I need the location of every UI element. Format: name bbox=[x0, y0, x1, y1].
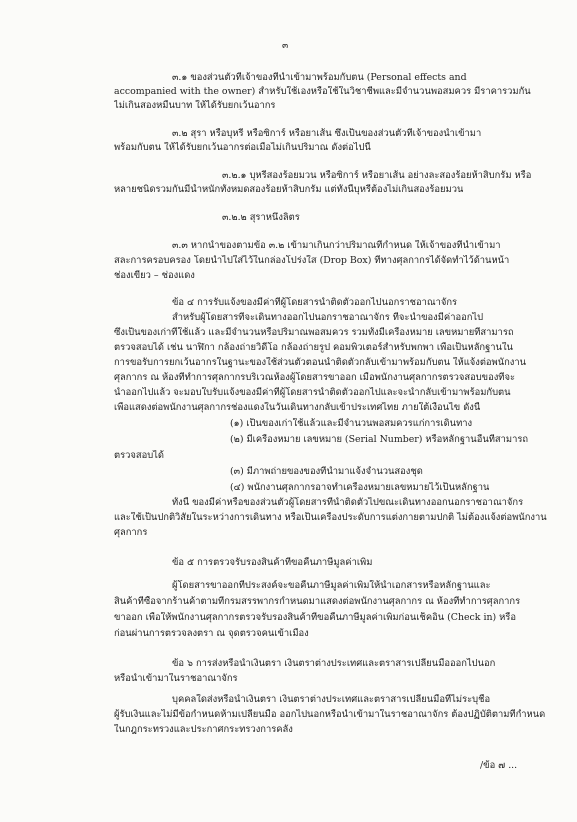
text-line: ๓.๒.๒ สุราหนึ่งลิตร bbox=[222, 212, 300, 223]
text-line: หรือนำเข้ามาในราชอาณาจักร bbox=[114, 673, 238, 684]
text-line: บุคคลใดส่งหรือนำเงินตรา เงินตราต่างประเทศและตราสารเปลี่ยนมือที่ไม่ระบุชื่อ bbox=[172, 694, 491, 705]
text-line: ผู้โดยสารขาออกที่ประสงค์จะขอคืนภาษีมูลค่าเพิ่มให้นำเอกสารหรือหลักฐานและ bbox=[172, 580, 491, 591]
text-line: ผู้รับเงินและไม่มีข้อกำหนดห้ามเปลี่ยนมือ ออกไปนอกหรือนำเข้ามาในราชอาณาจักร ต้องปฏิบัติตามที่กำหนด bbox=[114, 709, 546, 720]
text-line: ตรวจสอบได้ เช่น นาฬิกา กล้องถ่ายวิดีโอ กล้องถ่ายรูป คอมพิวเตอร์สำหรับพกพา เพื่อเป็นหลักฐานใน bbox=[114, 342, 513, 353]
section-heading: ข้อ ๖ การส่งหรือนำเงินตรา เงินตราต่างประเทศและตราสารเปลี่ยนมือออกไปนอก bbox=[172, 658, 496, 669]
text-line: ตรวจสอบได้ bbox=[114, 450, 164, 461]
text-line: สำหรับผู้โดยสารที่จะเดินทางออกไปนอกราชอาณาจักร ที่จะนำของมีค่าออกไป bbox=[172, 312, 484, 323]
text-line: ขาออก เพื่อให้พนักงานศุลกากรตรวจรับรองสินค้าที่ขอคืนภาษีมูลค่าเพิ่มก่อนเช็คอิน (Check in) หรือ bbox=[114, 612, 516, 623]
text-line: ก่อนผ่านการตรวจลงตรา ณ จุดตรวจคนเข้าเมือง bbox=[114, 628, 309, 639]
continuation-note: /ข้อ ๗ ... bbox=[480, 760, 518, 771]
text-line: สินค้าที่ซื้อจากร้านค้าตามที่กรมสรรพากรกำหนดมาแสดงต่อพนักงานศุลกากร ณ ห้องที่ทำการศุลกากร bbox=[114, 596, 521, 607]
text-line: accompanied with the owner) สำหรับใช้เองหรือใช้ในวิชาชีพและมีจำนวนพอสมควร มีราคารวมกัน bbox=[114, 86, 531, 97]
text-line: พร้อมกับตน ให้ได้รับยกเว้นอากรต่อเมื่อไม่เกินปริมาณ ดังต่อไปนี้ bbox=[114, 142, 371, 153]
page-number: ๓ bbox=[282, 41, 289, 51]
text-line: ๓.๒.๑ บุหรี่สองร้อยมวน หรือซิการ์ หรือยาเส้น อย่างละสองร้อยห้าสิบกรัม หรือ bbox=[222, 170, 532, 181]
list-item: (๒) มีเครื่องหมาย เลขหมาย (Serial Number) หรือหลักฐานอื่นที่สามารถ bbox=[230, 434, 529, 445]
list-item: (๔) พนักงานศุลกากรอาจทำเครื่องหมายเลขหมายไว้เป็นหลักฐาน bbox=[230, 482, 490, 493]
text-line: และใช้เป็นปกติวิสัยในระหว่างการเดินทาง หรือเป็นเครื่องประดับการแต่งกายตามปกติ ไม่ต้องแจ้งต่อพนักงาน bbox=[114, 512, 547, 523]
text-line: นำออกไปแล้ว จะมอบใบรับแจ้งของมีค่าที่ผู้โดยสารนำติดตัวออกไปและจะนำกลับเข้ามาพร้อมกับตน bbox=[114, 387, 511, 398]
section-heading: ข้อ ๔ การรับแจ้งของมีค่าที่ผู้โดยสารนำติดตัวออกไปนอกราชอาณาจักร bbox=[172, 297, 458, 308]
text-line: ๓.๓ หากนำของตามข้อ ๓.๒ เข้ามาเกินกว่าปริมาณที่กำหนด ให้เจ้าของที่นำเข้ามา bbox=[172, 240, 501, 251]
text-line: ๓.๑ ของส่วนตัวที่เจ้าของที่นำเข้ามาพร้อมกับตน (Personal effects and bbox=[172, 72, 467, 83]
text-line: การขอรับการยกเว้นอากรในฐานะของใช้ส่วนตัวตอนนำติดตัวกลับเข้ามาพร้อมกับตน ให้แจ้งต่อพนักงาน bbox=[114, 357, 527, 368]
list-item: (๑) เป็นของเก่าใช้แล้วและมีจำนวนพอสมควรแก่การเดินทาง bbox=[230, 418, 473, 429]
text-line: เพื่อแสดงต่อพนักงานศุลกากรช่องแดงในวันเดินทางกลับเข้าประเทศไทย ภายใต้เงื่อนไข ดังนี้ bbox=[114, 402, 481, 413]
text-line: ซึ่งเป็นของเก่าที่ใช้แล้ว และมีจำนวนหรือปริมาณพอสมควร รวมทั้งมีเครื่องหมาย เลขหมายที่สามารถ bbox=[114, 327, 514, 338]
list-item: (๓) มีภาพถ่ายของของที่นำมาแจ้งจำนวนสองชุด bbox=[230, 466, 423, 477]
text-line: ๓.๒ สุรา หรือบุหรี่ หรือซิการ์ หรือยาเส้น ซึ่งเป็นของส่วนตัวที่เจ้าของนำเข้ามา bbox=[172, 128, 482, 139]
text-line: หลายชนิดรวมกันมีน้ำหนักทั้งหมดสองร้อยห้าสิบกรัม แต่ทั้งนี้บุหรี่ต้องไม่เกินสองร้อยมวน bbox=[114, 184, 464, 195]
text-line: ช่องเขียว – ช่องแดง bbox=[114, 270, 195, 281]
text-line: ไม่เกินสองหมื่นบาท ให้ได้รับยกเว้นอากร bbox=[114, 100, 276, 111]
text-line: ในกฎกระทรวงและประกาศกระทรวงการคลัง bbox=[114, 724, 293, 735]
text-line: ศุลกากร bbox=[114, 527, 148, 538]
text-line: ทั้งนี้ ของมีค่าหรือของส่วนตัวผู้โดยสารที่นำติดตัวไปขณะเดินทางออกนอกราชอาณาจักร bbox=[172, 497, 524, 508]
text-line: ศุลกากร ณ ห้องที่ทำการศุลกากรบริเวณห้องผู้โดยสารขาออก เมื่อพนักงานศุลกากรตรวจสอบของที่จะ bbox=[114, 372, 515, 383]
text-line: สละการครอบครอง โดยนำไปใส่ไว้ในกล่องโปร่งใส (Drop Box) ที่ทางศุลกากรได้จัดทำไว้ด้านหน้า bbox=[114, 255, 510, 266]
section-heading: ข้อ ๕ การตรวจรับรองสินค้าที่ขอคืนภาษีมูลค่าเพิ่ม bbox=[172, 557, 373, 568]
